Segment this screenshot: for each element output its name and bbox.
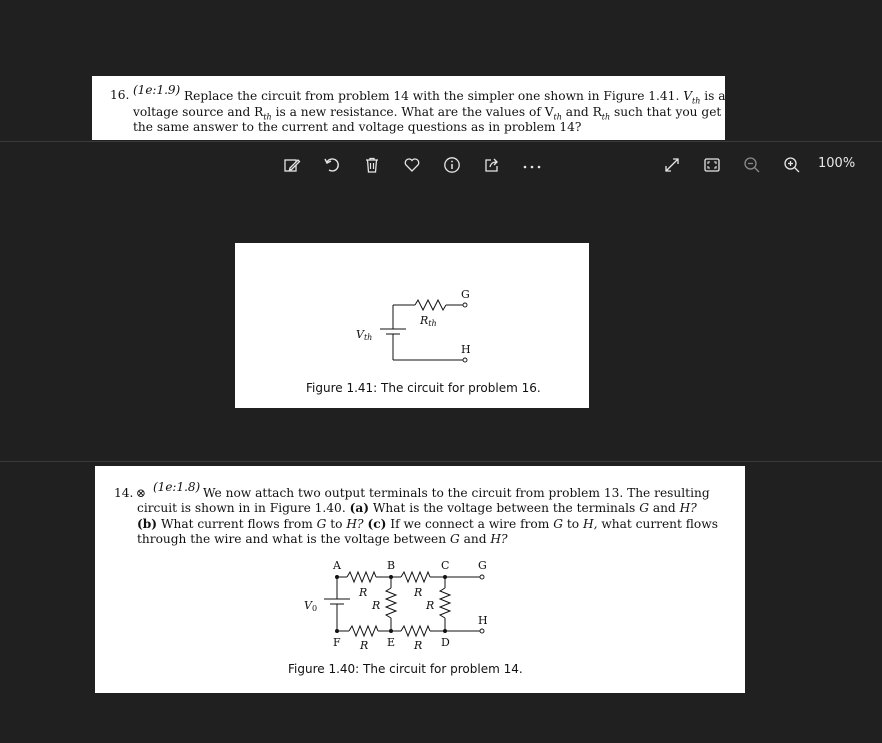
problem-14-page [95, 466, 745, 693]
toolbar-divider-top [0, 141, 882, 142]
resistor-cd-label: R [426, 599, 435, 612]
node-e-label: E [387, 636, 396, 649]
figure-141-caption: Figure 1.41: The circuit for problem 16. [306, 381, 541, 395]
fit-to-window-icon[interactable] [701, 154, 723, 176]
terminal-g-label: G [461, 288, 470, 301]
zoom-out-icon[interactable] [741, 154, 763, 176]
more-icon[interactable] [521, 154, 543, 176]
problem-text-line-2: circuit is shown in in Figure 1.40. (a) What is the voltage between the terminals G and H? [137, 501, 697, 515]
node-f-label: F [333, 636, 341, 649]
problem-tag: (1e:1.8) [153, 480, 201, 494]
resistor-fe-label: R [360, 639, 369, 652]
problem-text-line-1: We now attach two output terminals to the circuit from problem 13. The resulting [203, 486, 710, 500]
node-a-label: A [333, 559, 341, 572]
page-divider-bottom [0, 461, 882, 462]
node-b-label: B [387, 559, 396, 572]
vth-label: Vth [356, 328, 373, 342]
figure-140-circuit [95, 466, 745, 693]
rotate-icon[interactable] [321, 154, 343, 176]
resistor-be-label: R [372, 599, 381, 612]
zoom-level[interactable]: 100% [818, 156, 856, 171]
info-icon[interactable] [441, 154, 463, 176]
figure-141-page [235, 243, 589, 408]
source-v0-label: V0 [304, 599, 318, 613]
share-icon[interactable] [481, 154, 503, 176]
problem-tag: (1e:1.9) [133, 83, 181, 97]
delete-icon[interactable] [361, 154, 383, 176]
rth-label: Rth [420, 314, 437, 328]
problem-number: 16. [110, 88, 130, 102]
problem-text-line-2: voltage source and $R_{th}$ is a new resistance. What are the values of $V_{th}$ and $R_{th}$ such that you get [133, 105, 722, 122]
problem-number: 14. [114, 486, 134, 500]
problem-16-page [92, 76, 725, 140]
resistor-ed-label: R [414, 639, 423, 652]
zoom-in-icon[interactable] [781, 154, 803, 176]
problem-text-line-4: through the wire and what is the voltage between G and H? [137, 532, 508, 546]
fullscreen-icon[interactable] [661, 154, 683, 176]
node-d-label: D [441, 636, 450, 649]
problem-text-line-3: the same answer to the current and voltage questions as in problem 14? [133, 120, 582, 134]
terminal-g-label: G [478, 559, 487, 572]
problem-text-line-1: Replace the circuit from problem 14 with the simpler one shown in Figure 1.41. $V_{th}$ is a [184, 89, 726, 106]
favorite-icon[interactable] [401, 154, 423, 176]
figure-140-caption: Figure 1.40: The circuit for problem 14. [288, 662, 523, 676]
resistor-bc-label: R [414, 586, 423, 599]
starred-symbol: ⊗ [136, 486, 147, 500]
resistor-ab-label: R [359, 586, 368, 599]
problem-text-line-3: (b) What current flows from G to H? (c) If we connect a wire from G to H, what current flows [137, 517, 718, 531]
terminal-h-label: H [461, 343, 471, 356]
terminal-h-label: H [478, 614, 488, 627]
edit-image-icon[interactable] [281, 154, 303, 176]
node-c-label: C [441, 559, 450, 572]
